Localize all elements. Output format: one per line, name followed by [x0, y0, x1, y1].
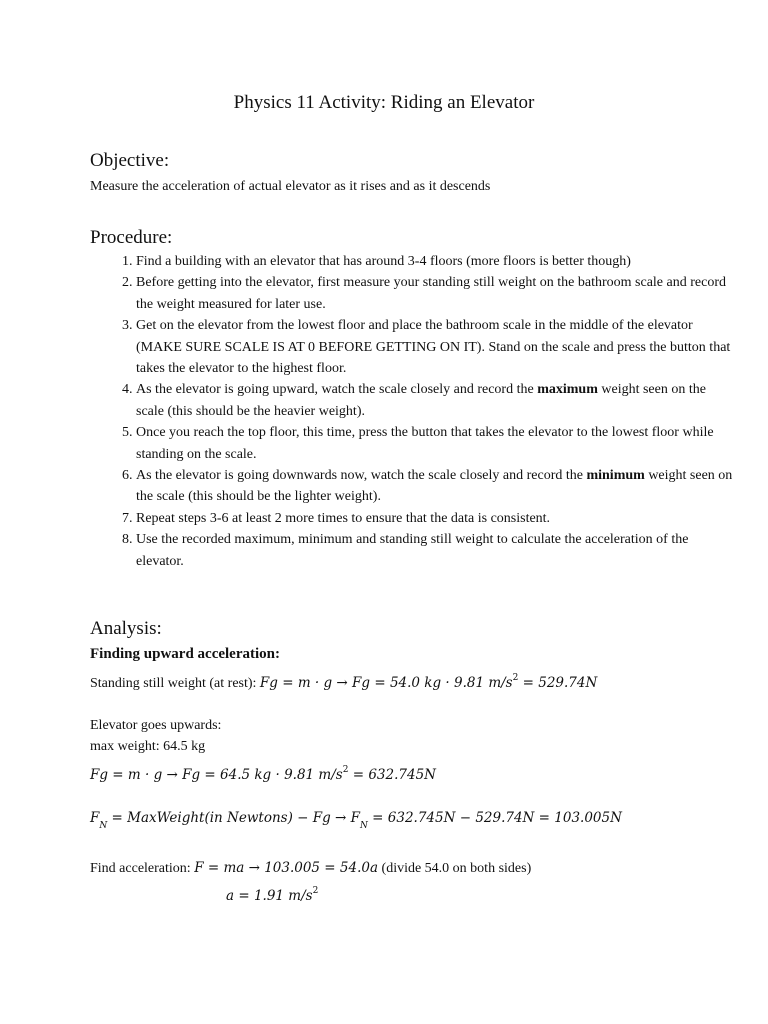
step-text: Once you reach the top floor, this time, press the button that takes the elevator to the lowest floor while standing on the scale. — [136, 425, 714, 462]
find-label: Find acceleration: — [90, 861, 195, 876]
step-text: weight seen on the scale (this should be the lighter weight). — [136, 468, 733, 505]
equation-text: F — [90, 810, 100, 826]
elevator-up-label: Elevator goes upwards: — [90, 718, 222, 733]
standing-weight-line — [90, 673, 597, 695]
step-emphasis: maximum — [537, 382, 598, 398]
acceleration-result — [226, 886, 318, 908]
step-text: Get on the elevator from the lowest floor and place the bathroom scale in the middle of the elevator (MAKE SURE SCALE IS AT 0 BEFORE GETTING ON IT). Stand on the scale and press the button that takes the elevator to the highest floor. — [136, 318, 731, 377]
procedure-step — [136, 465, 736, 508]
exponent: 2 — [312, 886, 319, 896]
procedure-step — [136, 529, 736, 572]
step-text: Find a building with an elevator that has around 3-4 floors (more floors is better though) — [136, 254, 631, 269]
page-title: Physics 11 Activity: Riding an Elevator — [233, 92, 535, 113]
step-text: Before getting into the elevator, first measure your standing still weight on the bathroom scale and record the weight measured for later use. — [136, 275, 726, 312]
step-text: Repeat steps 3-6 at least 2 more times to ensure that the data is consistent. — [136, 510, 551, 526]
subscript: N — [360, 821, 368, 831]
step-text: As the elevator is going upward, watch the scale closely and record the — [136, 382, 538, 398]
objective-heading: Objective: — [90, 150, 170, 171]
equation-note: (divide 54.0 on both sides) — [378, 861, 532, 876]
equation-result: = 632.745N — [348, 767, 436, 783]
step-emphasis: minimum — [586, 468, 645, 484]
procedure-step — [136, 508, 736, 529]
step-text: As the elevator is going downwards now, watch the scale closely and record the — [136, 468, 587, 484]
procedure-step — [136, 315, 736, 379]
analysis-subheading: Finding upward acceleration: — [90, 646, 280, 662]
equation-text: F = ma → 103.005 = 54.0a — [194, 860, 379, 876]
procedure-step — [136, 251, 736, 272]
find-acceleration-line — [90, 858, 531, 879]
standing-label: Standing still weight (at rest): — [90, 676, 260, 691]
step-text: Use the recorded maximum, minimum and standing still weight to calculate the acceleration of the elevator. — [136, 532, 689, 569]
equation-text: a = 1.91 m/s — [226, 888, 313, 904]
procedure-step — [136, 272, 736, 315]
normal-force-equation — [90, 808, 622, 830]
analysis-heading: Analysis: — [90, 618, 162, 639]
procedure-step — [136, 422, 736, 465]
step-text: weight seen on the scale (this should be the heavier weight). — [136, 382, 706, 419]
standing-equation: Fg = m · g → Fg = 54.0 kg · 9.81 m/s — [259, 675, 513, 691]
subscript: N — [99, 821, 108, 831]
equation-result: = 632.745N − 529.74N = 103.005N — [367, 810, 622, 826]
equation-text: = MaxWeight(in Newtons) − Fg → F — [107, 810, 361, 826]
objective-text: Measure the acceleration of actual elevator as it rises and as it descends — [90, 179, 491, 194]
max-weight-label: max weight: 64.5 kg — [90, 739, 206, 754]
procedure-step — [136, 379, 736, 422]
equation-text: Fg = m · g → Fg = 64.5 kg · 9.81 m/s — [90, 767, 343, 783]
exponent: 2 — [342, 765, 349, 775]
procedure-heading: Procedure: — [90, 227, 173, 248]
procedure-list — [90, 251, 736, 572]
standing-result: = 529.74N — [518, 675, 598, 691]
max-weight-equation — [90, 765, 436, 787]
exponent: 2 — [512, 673, 519, 683]
